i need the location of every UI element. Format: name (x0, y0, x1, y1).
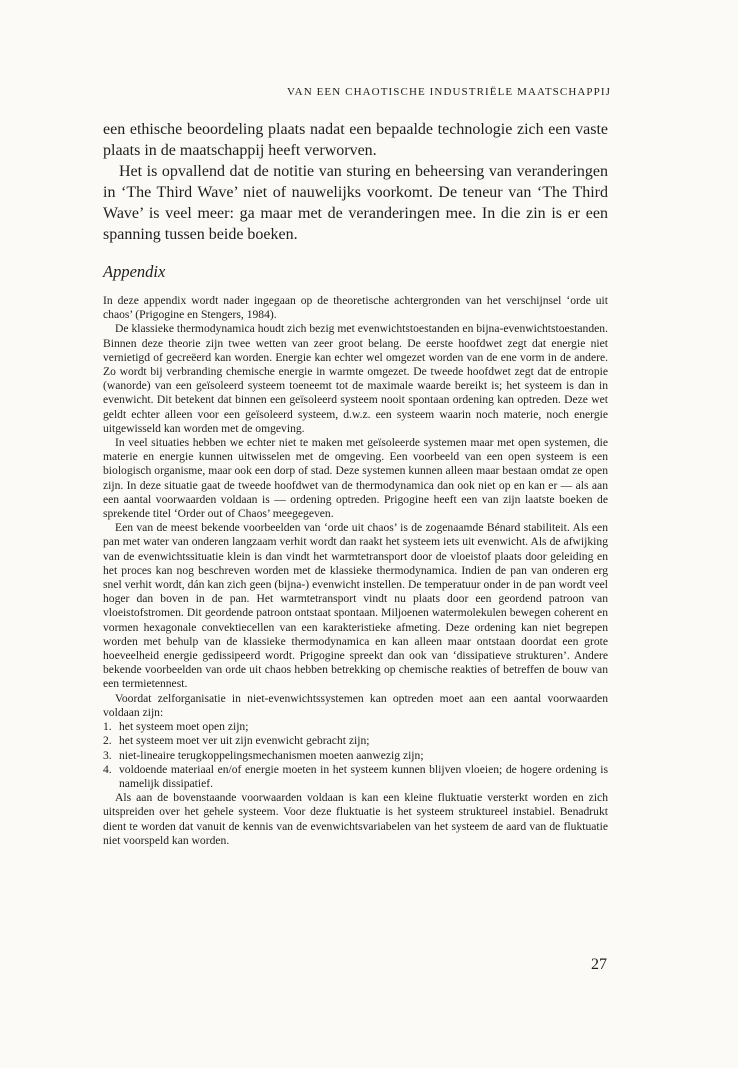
list-item-text: niet-lineaire terugkoppelingsmechanismen moeten aanwezig zijn; (119, 748, 424, 762)
appendix-paragraph-3: In veel situaties hebben we echter niet te maken met geïsoleerde systemen maar met open systemen, die materie en energie kunnen uitwisselen met de omgeving. Een voorbeeld van een open systeem is een biologisch organisme, maar ook een dorp of stad. Deze systemen kunnen alleen maar bestaan omdat ze open zijn. In deze situatie gaat de tweede hoofdwet van de thermodynamica dan ook niet op en kan er — als aan een aantal voorwaarden voldaan is — ordening optreden. Prigogine heeft een van zijn laatste boeken de sprekende titel ‘Order out of Chaos’ meegegeven. (103, 436, 608, 521)
appendix-paragraph-6: Als aan de bovenstaande voorwaarden voldaan is kan een kleine fluktuatie versterkt worden en zich uitspreiden over het gehele systeem. Voor deze fluktuatie is het systeem struktureel instabiel. Benadrukt dient te worden dat vanuit de kennis van de evenwichtsvariabelen van het systeem de aard van de fluktuatie niet voorspeld kan worden. (103, 791, 608, 847)
list-item-number: 2. (103, 734, 112, 748)
list-item-number: 3. (103, 748, 112, 762)
body-text (103, 119, 608, 245)
body-paragraph-2: Het is opvallend dat de notitie van sturing en beheersing van veranderingen in ‘The Third Wave’ niet of nauwelijks voorkomt. De teneur van ‘The Third Wave’ is veel meer: ga maar met de veranderingen mee. In die zin is er een spanning tussen beide boeken. (103, 163, 608, 243)
running-header: VAN EEN CHAOTISCHE INDUSTRIËLE MAATSCHAPPIJ (287, 86, 611, 98)
list-item-text: het systeem moet ver uit zijn evenwicht gebracht zijn; (119, 734, 370, 748)
list-item (103, 734, 608, 748)
appendix-heading: Appendix (103, 262, 166, 281)
list-item-text: voldoende materiaal en/of energie moeten in het systeem kunnen blijven vloeien; de hogere ordening is namelijk dissipatief. (119, 762, 608, 790)
list-item (103, 763, 608, 791)
appendix-paragraph-5: Voordat zelforganisatie in niet-evenwichtssystemen kan optreden moet aan een aantal voorwaarden voldaan zijn: (103, 691, 608, 719)
page-number: 27 (591, 956, 607, 973)
appendix-paragraph-4: Een van de meest bekende voorbeelden van ‘orde uit chaos’ is de zogenaamde Bénard stabiliteit. Als een pan met water van onderen langzaam verhit wordt dan raakt het systeem iets uit evenwicht. Als de afwijking van de evenwichtssituatie klein is dan vindt het warmtetransport door de vloeistof plaats door geleiding en het proces kan nog beschreven worden met de klassieke thermodynamica. Indien de pan van onderen erg snel verhit wordt, dán kan zich geen (bijna-) evenwicht instellen. De temperatuur onder in de pan wordt veel hoger dan boven in de pan. Het warmtetransport vindt nu plaats door een geordend patroon van vloeistofstromen. Dit geordende patroon ontstaat spontaan. Miljoenen watermolekulen bewegen coherent en vormen hexagonale convektiecellen van een karakteristieke afmeting. Deze ordening kan niet begrepen worden met behulp van de klassieke thermodynamica en kan alleen maar ontstaan doordat een grote hoeveelheid energie gedissipeerd wordt. Prigogine spreekt dan ook van ‘dissipatieve strukturen’. Andere bekende voorbeelden van orde uit chaos hebben betrekking op chemische reakties of betreffen de bouw van een termietennest. (103, 521, 608, 691)
list-item-number: 4. (103, 762, 112, 776)
body-paragraph-1: een ethische beoordeling plaats nadat een bepaalde technologie zich een vaste plaats in de maatschappij heeft verworven. (103, 121, 608, 159)
list-item (103, 720, 608, 734)
appendix-text (103, 294, 608, 848)
list-item-text: het systeem moet open zijn; (119, 720, 249, 734)
list-item-number: 1. (103, 720, 112, 734)
appendix-paragraph-2: De klassieke thermodynamica houdt zich bezig met evenwichtstoestanden en bijna-evenwichtstoestanden. Binnen deze theorie zijn twee wetten van zeer groot belang. De eerste hoofdwet zegt dat energie niet vernietigd of gecreëerd kan worden. Energie kan echter wel omgezet worden van de ene vorm in de andere. Zo wordt bij verbranding chemische energie in warmte omgezet. De tweede hoofdwet zegt dat de entropie (wanorde) van een geïsoleerd systeem toeneemt tot de maximale waarde bereikt is; het systeem is dan in evenwicht. Dit betekent dat binnen een geïsoleerd systeem nooit spontaan ordening kan optreden. Deze wet geldt echter alleen voor een geïsoleerd systeem, d.w.z. een systeem waarin noch materie, noch energie uitgewisseld kan worden met de omgeving. (103, 322, 608, 435)
conditions-list (103, 720, 608, 791)
appendix-paragraph-1: In deze appendix wordt nader ingegaan op de theoretische achtergronden van het verschijnsel ‘orde uit chaos’ (Prigogine en Stengers, 1984). (103, 294, 608, 322)
list-item (103, 749, 608, 763)
